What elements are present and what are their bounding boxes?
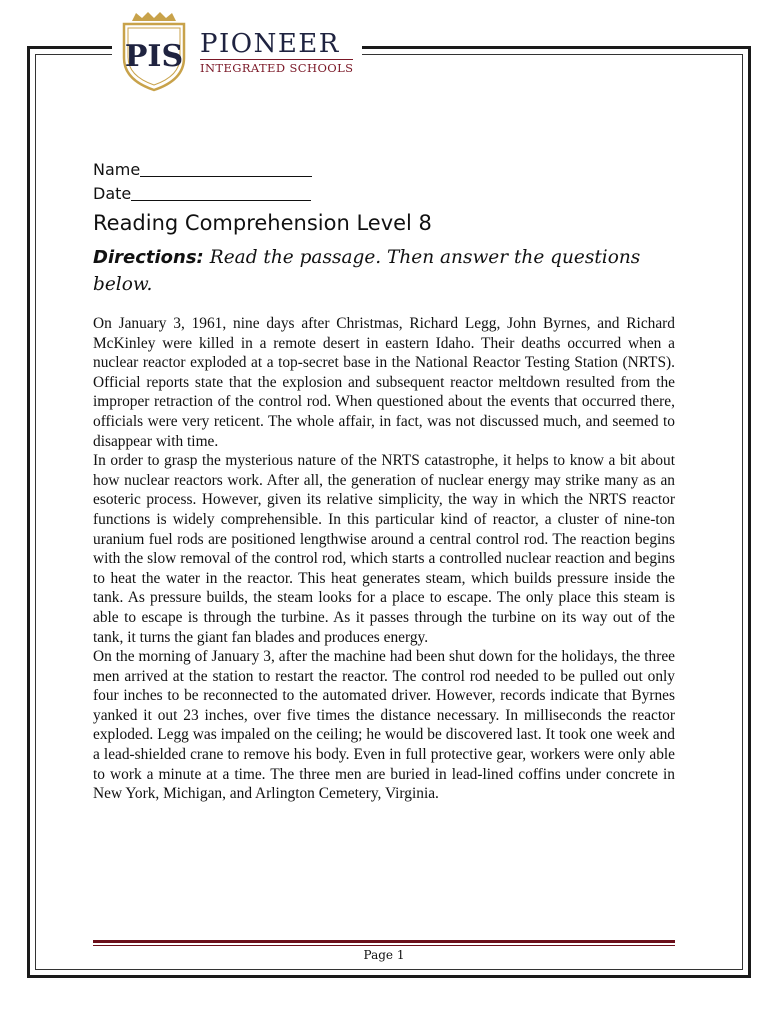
- passage-paragraph-2: In order to grasp the mysterious nature of the NRTS catastrophe, it helps to know a bit about how nuclear reactors work. After all, the generation of nuclear energy may strike many as an esoteric process. However, given its relative simplicity, the way in which the NRTS reactor functions is widely comprehensible. In this particular kind of reactor, a cluster of nine-ton uranium fuel rods are positioned lengthwise around a central control rod. The reaction begins with the slow removal of the control rod, which starts a controlled nuclear reaction and begins to heat the water in the reactor. This heat generates steam, which builds pressure inside the tank. As pressure builds, the steam looks for a place to escape. The only place this steam is able to escape is through the turbine. As it passes through the turbine on its way out of the tank, it turns the giant fan blades and produces energy.: [93, 452, 675, 646]
- footer-divider-thick: [93, 940, 675, 943]
- page-title: Reading Comprehension Level 8: [93, 211, 432, 235]
- directions: [93, 244, 683, 298]
- name-field: [93, 158, 683, 182]
- crest-monogram: PIS: [124, 39, 184, 74]
- date-field: [93, 182, 683, 206]
- passage-paragraph-3: On the morning of January 3, after the machine had been shut down for the holidays, the three men arrived at the station to restart the reactor. The control rod needed to be pulled out only four inches to be reconnected to the automated driver. However, records indicate that Byrnes yanked it out 23 inches, over five times the distance necessary. In milliseconds the reactor exploded. Legg was impaled on the ceiling; he would be discovered last. It took one week and a lead-shielded crane to remove his body. Even in full protective gear, workers were only able to work a minute at a time. The three men are buried in lead-lined coffins under concrete in New York, Michigan, and Arlington Cemetery, Virginia.: [93, 648, 675, 803]
- footer-divider-thin: [93, 945, 675, 946]
- name-blank: [140, 162, 312, 177]
- directions-text: Read the passage. Then answer the questions below.: [93, 247, 641, 295]
- school-name: PIONEER: [200, 28, 340, 59]
- crown-icon: [132, 12, 176, 21]
- school-subtitle: INTEGRATED SCHOOLS: [200, 60, 354, 75]
- name-label: Name: [93, 160, 141, 179]
- date-blank: [131, 186, 311, 201]
- passage-paragraph-1: On January 3, 1961, nine days after Christmas, Richard Legg, John Byrnes, and Richard McKinley were killed in a remote desert in eastern Idaho. Their deaths occurred when a nuclear reactor exploded at a top-secret base in the National Reactor Testing Station (NRTS). Official reports state that the explosion and subsequent reactor meltdown resulted from the improper retraction of the control rod. When questioned about the events that occurred there, officials were very reticent. The whole affair, in fact, was not discussed much, and seemed to disappear with time.: [93, 315, 675, 450]
- worksheet-header: [93, 158, 683, 298]
- date-label: Date: [93, 184, 132, 203]
- directions-label: Directions:: [93, 247, 204, 268]
- school-logo: [112, 6, 362, 96]
- page-number: Page 1: [363, 948, 405, 962]
- reading-passage: [93, 314, 675, 804]
- crest-icon: [112, 8, 196, 94]
